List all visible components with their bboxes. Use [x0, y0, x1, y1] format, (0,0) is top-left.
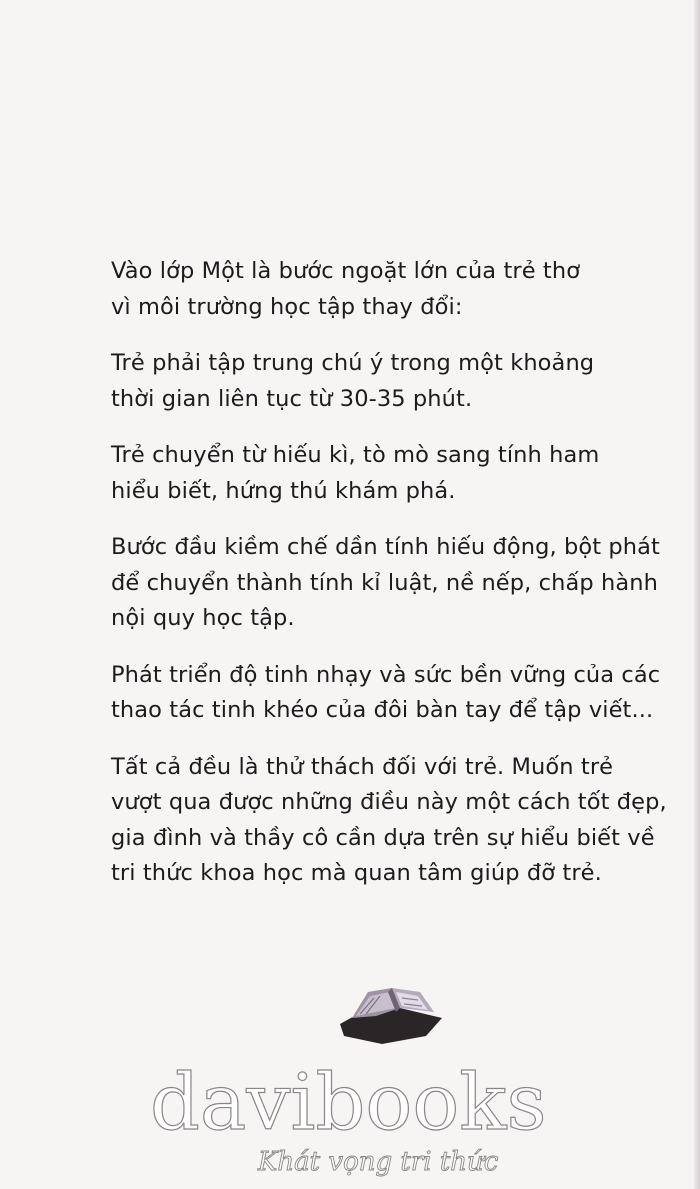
- publisher-name: davibooks: [150, 1058, 547, 1148]
- paragraph-motor-skills: [111, 658, 671, 729]
- text-line: nội quy học tập.: [111, 605, 295, 631]
- paragraph-intro: [111, 254, 671, 325]
- text-line: thao tác tinh khéo của đôi bàn tay để tập viết...: [111, 697, 654, 723]
- text-line: Bước đầu kiềm chế dần tính hiếu động, bột phát: [111, 534, 660, 560]
- text-line: để chuyển thành tính kỉ luật, nề nếp, chấp hành: [111, 569, 658, 596]
- text-line: Phát triển độ tinh nhạy và sức bền vững của các: [111, 661, 661, 688]
- text-line: vượt qua được những điều này một cách tốt đẹp,: [111, 789, 667, 815]
- publisher-tagline: Khát vọng tri thức: [258, 1147, 499, 1177]
- body-text: [111, 254, 671, 913]
- text-line: vì môi trường học tập thay đổi:: [111, 293, 463, 320]
- paragraph-attention: [111, 346, 671, 417]
- text-line: thời gian liên tục từ 30-35 phút.: [111, 385, 473, 412]
- paragraph-conclusion: [111, 750, 671, 892]
- text-line: Trẻ phải tập trung chú ý trong một khoảng: [111, 350, 595, 376]
- text-line: Tất cả đều là thử thách đối với trẻ. Muốn trẻ: [111, 753, 614, 780]
- text-line: tri thức khoa học mà quan tâm giúp đỡ trẻ.: [111, 860, 602, 886]
- paragraph-curiosity: [111, 438, 671, 509]
- text-line: Trẻ chuyển từ hiếu kì, tò mò sang tính ham: [111, 442, 600, 468]
- page-edge: [694, 0, 700, 1189]
- text-line: hiểu biết, hứng thú khám phá.: [111, 477, 456, 504]
- open-book-icon: [330, 978, 450, 1048]
- publisher-logo-graphic: [330, 978, 450, 1048]
- paragraph-discipline: [111, 530, 671, 637]
- text-line: Vào lớp Một là bước ngoặt lớn của trẻ thơ: [111, 258, 581, 284]
- text-line: gia đình và thầy cô cần dựa trên sự hiểu biết về: [111, 824, 655, 851]
